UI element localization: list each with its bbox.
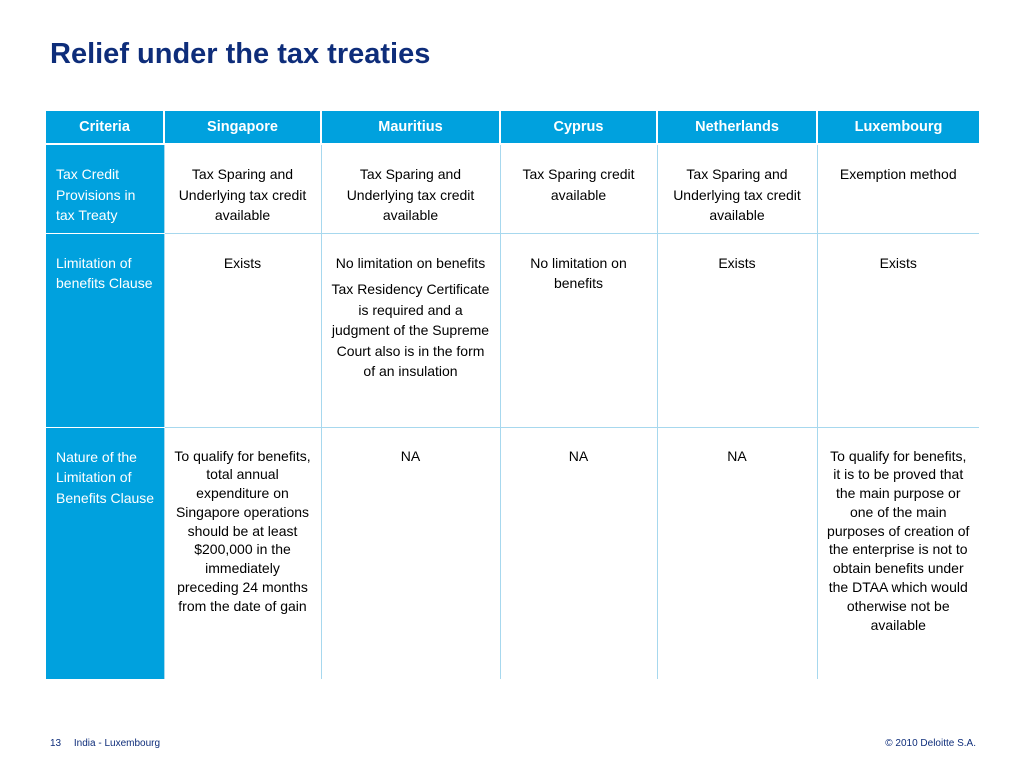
criteria-cell: Nature of the Limitation of Benefits Clause — [46, 427, 164, 679]
table-row-nature-of-lob — [46, 427, 979, 679]
table-cell-luxembourg: Exists — [817, 233, 979, 427]
criteria-cell: Limitation of benefits Clause — [46, 233, 164, 427]
slide-title: Relief under the tax treaties — [50, 38, 431, 70]
table-cell-luxembourg: Exemption method — [817, 144, 979, 233]
mauritius-lob-note: Tax Residency Certificate is required and a judgment of the Supreme Court also is in the form of an insulation — [331, 281, 490, 380]
mauritius-lob-text: No limitation on benefits — [335, 254, 486, 271]
copyright-notice: © 2010 Deloitte S.A. — [885, 738, 976, 749]
table-header-row — [46, 111, 979, 144]
table-cell-singapore: Tax Sparing and Underlying tax credit available — [164, 144, 321, 233]
table-cell-netherlands: NA — [657, 427, 817, 679]
column-header-cyprus: Cyprus — [500, 111, 657, 144]
table-row-tax-credit — [46, 144, 979, 233]
table-cell-cyprus: NA — [500, 427, 657, 679]
table-cell-cyprus: Tax Sparing credit available — [500, 144, 657, 233]
criteria-cell: Tax Credit Provisions in tax Treaty — [46, 144, 164, 233]
column-header-luxembourg: Luxembourg — [817, 111, 979, 144]
column-header-mauritius: Mauritius — [321, 111, 500, 144]
footer-left — [50, 738, 160, 749]
table-cell-netherlands: Tax Sparing and Underlying tax credit available — [657, 144, 817, 233]
treaty-comparison-table — [46, 111, 979, 679]
table-cell-singapore: To qualify for benefits, total annual expenditure on Singapore operations should be at least $200,000 in the immediately preceding 24 months from the date of gain — [164, 427, 321, 679]
table-row-limitation-of-benefits — [46, 233, 979, 427]
table-cell-netherlands: Exists — [657, 233, 817, 427]
column-header-criteria: Criteria — [46, 111, 164, 144]
page-number: 13 — [50, 738, 62, 749]
table-cell-cyprus: No limitation on benefits — [500, 233, 657, 427]
table-cell-mauritius — [321, 233, 500, 427]
table-cell-mauritius: NA — [321, 427, 500, 679]
table-cell-luxembourg: To qualify for benefits, it is to be proved that the main purpose or one of the main purposes of creation of the enterprise is not to obtain benefits under the DTAA which would otherwise not be available — [817, 427, 979, 679]
column-header-singapore: Singapore — [164, 111, 321, 144]
column-header-netherlands: Netherlands — [657, 111, 817, 144]
table-cell-mauritius: Tax Sparing and Underlying tax credit available — [321, 144, 500, 233]
table-cell-singapore: Exists — [164, 233, 321, 427]
presentation-name: India - Luxembourg — [73, 738, 161, 749]
